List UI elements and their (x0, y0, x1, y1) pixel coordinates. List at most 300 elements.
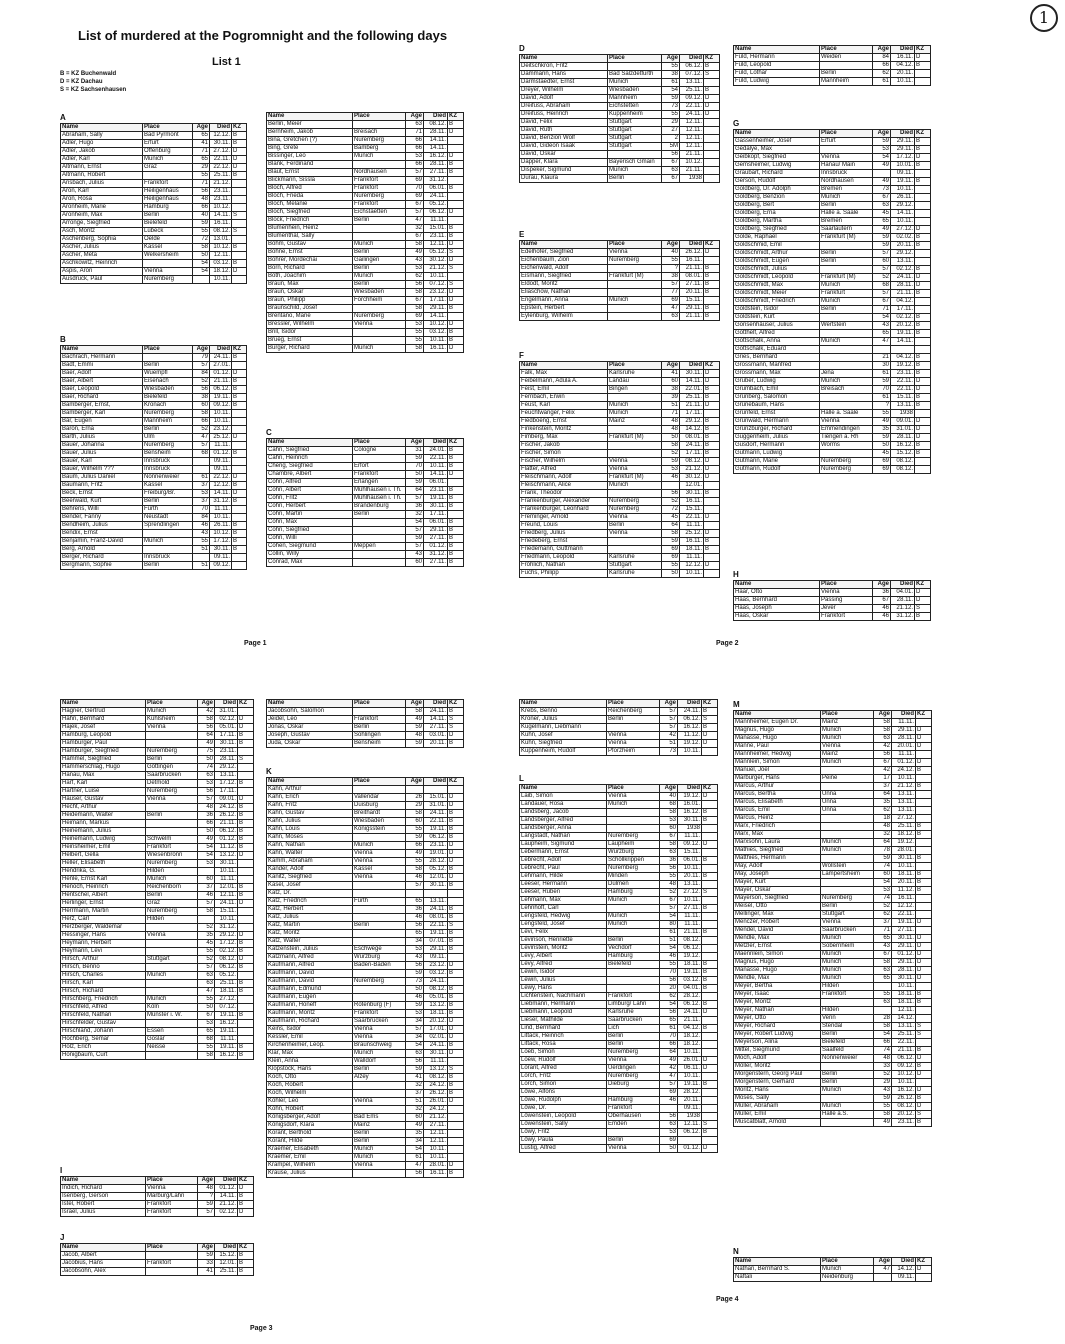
name-cell: Hajek, Josef (61, 724, 146, 732)
name-cell: David, Benzion Wolf (520, 135, 608, 143)
kz-cell: B (238, 1012, 254, 1020)
kz-cell (702, 1113, 718, 1121)
name-cell: Manne, Paul (734, 743, 821, 751)
legend-line: D = KZ Dachau (60, 79, 103, 85)
place-cell: Munich (353, 1154, 406, 1162)
age-cell: 54 (873, 154, 891, 162)
died-cell: 18.11. (680, 546, 704, 554)
table-row (267, 1154, 464, 1162)
place-cell: Frankfort (143, 180, 193, 188)
age-cell: 50 (873, 442, 891, 450)
died-cell: 31.01. (215, 708, 238, 716)
kz-cell: B (448, 527, 464, 535)
age-cell: 65 (660, 1017, 678, 1025)
died-cell: 17.11. (215, 788, 238, 796)
died-cell: 10.11. (678, 1049, 702, 1057)
died-cell: 25.11. (892, 1031, 916, 1039)
place-cell (821, 1063, 874, 1071)
kz-cell (704, 143, 720, 151)
kz-cell: B (916, 1095, 932, 1103)
died-cell: 11.11. (210, 506, 232, 514)
age-cell: 58 (193, 244, 210, 252)
column-header: KZ (448, 113, 464, 121)
column-header: Place (607, 785, 660, 793)
kz-cell (702, 1097, 718, 1105)
age-cell: 27 (662, 127, 680, 135)
name-cell: Kahn, Fritz (267, 802, 353, 810)
died-cell: 08.01. (424, 914, 448, 922)
table-row (734, 346, 931, 354)
age-cell: 34 (406, 1138, 424, 1146)
place-cell: Berlin (146, 756, 198, 764)
died-cell: 31.12. (215, 924, 238, 932)
died-cell: 08.12. (892, 1103, 916, 1111)
died-cell: 16.12. (891, 442, 915, 450)
died-cell: 25.11. (680, 87, 704, 95)
column-header: Name (61, 346, 143, 354)
kz-cell (232, 220, 247, 228)
name-cell: Cohen, Siegmund (267, 543, 353, 551)
name-cell: Grünwald, Hermann (734, 418, 820, 426)
died-cell: 19.12. (892, 839, 916, 847)
age-cell: 41 (198, 1268, 215, 1276)
age-cell: 60 (193, 402, 210, 410)
name-cell: Kaufmann, Honeff (267, 1002, 353, 1010)
name-cell: Jonas, Oskar (267, 724, 353, 732)
place-cell: Reichenborn (146, 884, 198, 892)
kz-cell: B (232, 260, 247, 268)
age-cell: 18 (874, 815, 892, 823)
name-cell: Mendle, Max (734, 935, 821, 943)
place-cell: Nuremberg (353, 193, 406, 201)
place-cell: Munich (820, 298, 873, 306)
kz-cell (232, 362, 247, 370)
place-cell: Mainz (608, 418, 662, 426)
table-row (61, 956, 254, 964)
place-cell: Berlin (143, 362, 193, 370)
kz-cell (232, 204, 247, 212)
age-cell: 60 (662, 378, 680, 386)
name-cell: Korant, Hilde (267, 1138, 353, 1146)
died-cell: 21.12. (210, 180, 232, 188)
table-row (520, 1033, 718, 1041)
kz-cell: B (702, 929, 718, 937)
name-table-block (733, 699, 931, 1127)
age-cell: 59 (874, 1095, 892, 1103)
died-cell: 13.11. (892, 807, 916, 815)
name-cell: Goldstein, Kurt (734, 314, 820, 322)
name-cell: Brentano, Marie (267, 313, 353, 321)
name-cell: Conrad, Max (267, 559, 353, 567)
kz-cell (702, 921, 718, 929)
table-row (734, 162, 931, 170)
age-cell: 58 (406, 241, 424, 249)
table-row (734, 751, 932, 759)
name-cell: Cohn, Willi (267, 535, 353, 543)
place-cell: Fürth (353, 898, 406, 906)
kz-cell: B (448, 930, 464, 938)
age-cell: 72 (193, 236, 210, 244)
table-row (267, 1090, 464, 1098)
age-cell (193, 458, 210, 466)
name-cell: Goldschmid, Emil (734, 242, 820, 250)
died-cell: 10.11. (215, 868, 238, 876)
table-row (61, 900, 254, 908)
name-cell: Badt, Emmi (61, 362, 143, 370)
died-cell: 09.12. (210, 562, 232, 570)
age-cell: 56 (406, 922, 424, 930)
place-cell: Lampertsheim (821, 871, 874, 879)
name-cell: Bernheim, Jakob (267, 129, 353, 137)
place-cell: Nuremberg (821, 895, 874, 903)
name-cell: Goldberg, Siegfried (734, 226, 820, 234)
table-row (61, 498, 247, 506)
kz-cell: B (702, 1025, 718, 1033)
table-row (267, 145, 464, 153)
name-cell: Moritz, Hans (734, 1087, 821, 1095)
kz-cell: B (448, 1090, 464, 1098)
age-cell: 54 (406, 519, 424, 527)
column-header: Died (424, 113, 448, 121)
age-cell: 29 (874, 1079, 892, 1087)
table-row (267, 337, 464, 345)
died-cell: 26.12. (215, 812, 238, 820)
section-letter: K (266, 767, 272, 776)
name-table-block (60, 112, 246, 284)
table-row (61, 140, 247, 148)
name-cell: Brueg, Ernst (267, 337, 353, 345)
place-cell (353, 233, 406, 241)
died-cell: 11.11. (210, 442, 232, 450)
age-cell: 61 (406, 1154, 424, 1162)
name-cell: David, Oskar (520, 151, 608, 159)
died-cell: 11.11. (215, 876, 238, 884)
column-header: Name (267, 778, 353, 786)
age-cell: 56 (660, 1009, 678, 1017)
table-row (734, 823, 932, 831)
kz-cell: D (916, 1071, 932, 1079)
table-row (61, 780, 254, 788)
kz-cell (238, 788, 254, 796)
place-cell (143, 260, 193, 268)
died-cell: 29.11. (424, 946, 448, 954)
died-cell: 27.12. (215, 996, 238, 1004)
table-row (520, 985, 718, 993)
kz-cell (916, 815, 932, 823)
table-row (520, 87, 720, 95)
name-cell: Metzler, Ernst (734, 943, 821, 951)
kz-cell: D (702, 740, 718, 748)
age-cell: 57 (198, 964, 215, 972)
name-cell: Edelhofer, Siegfried (520, 249, 608, 257)
age-cell: 63 (198, 972, 215, 980)
age-cell: 17 (874, 775, 892, 783)
name-cell: Flatter, Alfred (520, 466, 608, 474)
kz-cell: B (915, 362, 931, 370)
table-row (520, 817, 718, 825)
died-cell: 22.11. (892, 1039, 916, 1047)
age-cell: 72 (662, 506, 680, 514)
name-cell: Cohn, Alfred (267, 479, 353, 487)
table-row (267, 826, 464, 834)
kz-cell (702, 953, 718, 961)
died-cell: 11.11. (680, 554, 704, 562)
name-table-block (519, 773, 717, 1153)
died-cell: 15.11. (680, 297, 704, 305)
place-cell: Munich (143, 538, 193, 546)
table-row (520, 1041, 718, 1049)
place-cell: Munich (353, 842, 406, 850)
died-cell: 25.11. (210, 172, 232, 180)
place-cell: Munich (607, 921, 660, 929)
age-cell: 59 (198, 1252, 215, 1260)
kz-cell (704, 159, 720, 167)
table-row (520, 410, 720, 418)
place-cell: Vienna (820, 589, 873, 597)
column-header: Name (520, 55, 608, 63)
name-cell: Gedalye, Max (734, 146, 820, 154)
kz-cell: D (916, 1055, 932, 1063)
name-cell: Asch, Moritz (61, 228, 143, 236)
table-row (520, 1025, 718, 1033)
kz-cell: B (915, 330, 931, 338)
name-cell: Kuppenheim, Rudolf (520, 748, 607, 756)
kz-cell: S (915, 605, 931, 613)
table-row (61, 252, 247, 260)
place-cell: Halle a. Saale (820, 410, 873, 418)
table-row (734, 1079, 932, 1087)
table-row (267, 922, 464, 930)
name-cell: Burger, Richard (267, 345, 353, 353)
age-cell: 62 (406, 273, 424, 281)
kz-cell: D (238, 1209, 254, 1217)
place-cell: Munich (146, 972, 198, 980)
kz-cell: S (448, 265, 464, 273)
table-row (520, 514, 720, 522)
table-row (61, 748, 254, 756)
kz-cell: D (232, 148, 247, 156)
died-cell: 30.11. (210, 140, 232, 148)
column-header: Place (146, 1177, 198, 1185)
died-cell: 11.11. (892, 751, 916, 759)
died-cell: 12.01. (215, 884, 238, 892)
table-row (61, 1012, 254, 1020)
age-cell: 57 (873, 290, 891, 298)
section-letter: F (519, 351, 524, 360)
place-cell (607, 969, 660, 977)
name-cell: Henle, Ernst Karl (61, 876, 146, 884)
age-cell: 71 (406, 129, 424, 137)
age-cell: 60 (660, 825, 678, 833)
place-cell: Vienna (820, 154, 873, 162)
died-cell: 10.11. (210, 514, 232, 522)
died-cell: 01.12. (892, 759, 916, 767)
place-cell: Graz (143, 164, 193, 172)
age-cell: 53 (873, 146, 891, 154)
name-cell: Fischer, Simon (520, 450, 608, 458)
kz-cell: D (915, 226, 931, 234)
column-header: Name (61, 1244, 146, 1252)
kz-cell (232, 196, 247, 204)
place-cell: Kronach (143, 402, 193, 410)
victims-table (266, 438, 464, 567)
kz-cell: B (238, 1052, 254, 1060)
table-row (61, 506, 247, 514)
age-cell: 58 (874, 959, 892, 967)
name-cell: Katzenstein, Julius (267, 946, 353, 954)
age-cell: 73 (662, 103, 680, 111)
place-cell (353, 914, 406, 922)
kz-cell: B (704, 546, 720, 554)
table-row (520, 961, 718, 969)
table-row (734, 895, 932, 903)
place-cell: Innsbruck (143, 458, 193, 466)
died-cell: 29.11. (892, 943, 916, 951)
table-row (267, 898, 464, 906)
age-cell: 41 (193, 140, 210, 148)
kz-cell (448, 193, 464, 201)
name-cell: Krause, Julius (267, 1170, 353, 1178)
name-cell: Kuhn, Siegfried (520, 740, 607, 748)
place-cell: Berlin (353, 281, 406, 289)
table-row (267, 874, 464, 882)
column-header: Died (680, 241, 704, 249)
table-row (61, 522, 247, 530)
died-cell: 20.11. (891, 70, 915, 78)
table-row (734, 242, 931, 250)
table-row (734, 362, 931, 370)
table-row (734, 154, 931, 162)
place-cell: Vienna (607, 740, 660, 748)
place-cell: Bielefeld (607, 961, 660, 969)
age-cell: 57 (873, 266, 891, 274)
died-cell: 14.11. (210, 212, 232, 220)
kz-cell: D (238, 900, 254, 908)
died-cell: 17.11. (891, 306, 915, 314)
place-cell: Munich (821, 735, 874, 743)
died-cell: 27.11. (424, 535, 448, 543)
kz-cell (704, 522, 720, 530)
died-cell: 19.12. (678, 740, 702, 748)
place-cell: Berlin (143, 562, 193, 570)
kz-cell (232, 188, 247, 196)
place-cell (608, 63, 662, 71)
name-cell: Loeb, Simon (520, 1049, 607, 1057)
age-cell: 48 (660, 881, 678, 889)
name-cell: Katz, Martin (267, 922, 353, 930)
name-cell: Jacob, Albert (61, 1252, 146, 1260)
kz-cell (915, 78, 931, 86)
place-cell (607, 724, 660, 732)
table-row (267, 938, 464, 946)
died-cell: 11.11. (680, 522, 704, 530)
name-cell: Lewin, Julius (520, 977, 607, 985)
kz-cell: B (448, 1082, 464, 1090)
table-row (520, 257, 720, 265)
died-cell: 24.11. (210, 354, 232, 362)
kz-cell: B (702, 873, 718, 881)
column-header: Died (215, 1244, 238, 1252)
kz-cell: D (232, 268, 247, 276)
age-cell: 59 (873, 434, 891, 442)
age-cell: 57 (660, 1081, 678, 1089)
kz-cell: D (448, 297, 464, 305)
name-cell: Brill, Isidor (267, 329, 353, 337)
table-row (520, 905, 718, 913)
died-cell: 09.11. (678, 1105, 702, 1113)
name-cell: Cohn, Albert (267, 487, 353, 495)
age-cell: 41 (662, 370, 680, 378)
name-cell: Fröhlich, Nathan (520, 562, 608, 570)
died-cell: 24.12. (215, 804, 238, 812)
age-cell: 64 (198, 732, 215, 740)
place-cell: Walldorf (353, 1058, 406, 1066)
column-header: Place (353, 700, 406, 708)
died-cell: 13.11. (680, 79, 704, 87)
place-cell: Wiesbaden (608, 87, 662, 95)
table-row (734, 1063, 932, 1071)
age-cell: 29 (406, 802, 424, 810)
age-cell: 46 (662, 474, 680, 482)
table-row (267, 954, 464, 962)
died-cell: 10.11. (891, 186, 915, 194)
column-header: Name (734, 711, 821, 719)
name-cell: Bergmann, Sophie (61, 562, 143, 570)
name-cell: Epstein, Herbert (520, 305, 608, 313)
table-row (61, 1052, 254, 1060)
died-cell: 31.12. (424, 551, 448, 559)
age-cell: 71 (662, 410, 680, 418)
age-cell: 46 (660, 953, 678, 961)
name-cell: Grünberg, Salomon (734, 394, 820, 402)
table-row (734, 70, 931, 78)
kz-cell (232, 562, 247, 570)
name-cell: Liebmann, Leopold (520, 1009, 607, 1017)
age-cell: 57 (406, 169, 424, 177)
died-cell: 10.11. (678, 748, 702, 756)
place-cell: Nuremberg (607, 833, 660, 841)
died-cell: 10.11. (424, 1146, 448, 1154)
died-cell: 17.11. (680, 410, 704, 418)
age-cell (198, 868, 215, 876)
place-cell: Vienna (608, 458, 662, 466)
place-cell: Nordhausen (820, 178, 873, 186)
place-cell: Vienna (353, 1034, 406, 1042)
name-cell: Goldschmidt, Julius (734, 266, 820, 274)
kz-cell: D (238, 1185, 254, 1193)
died-cell: 24.12. (424, 1106, 448, 1114)
place-cell: Munich (821, 759, 874, 767)
age-cell: 57 (406, 543, 424, 551)
table-row (267, 994, 464, 1002)
name-cell: Levy, Albert (520, 953, 607, 961)
name-cell: Meyer, Richard (734, 1023, 821, 1031)
age-cell: 84 (193, 370, 210, 378)
age-cell: 64 (874, 791, 892, 799)
died-cell: 12.01. (424, 874, 448, 882)
document-title: List of murdered at the Pogromnight and the following days (78, 28, 448, 43)
age-cell: 52 (193, 378, 210, 386)
age-cell: 31 (406, 447, 424, 455)
kz-cell (232, 506, 247, 514)
place-cell: Frankfurt (820, 290, 873, 298)
died-cell: 10.11. (892, 863, 916, 871)
died-cell: 24.11. (678, 1009, 702, 1017)
name-cell: Mannheimer, Eugen Dr. (734, 719, 821, 727)
column-header: Name (520, 241, 608, 249)
name-cell: Dreifuss, Heinrich (520, 111, 608, 119)
table-row (734, 799, 932, 807)
